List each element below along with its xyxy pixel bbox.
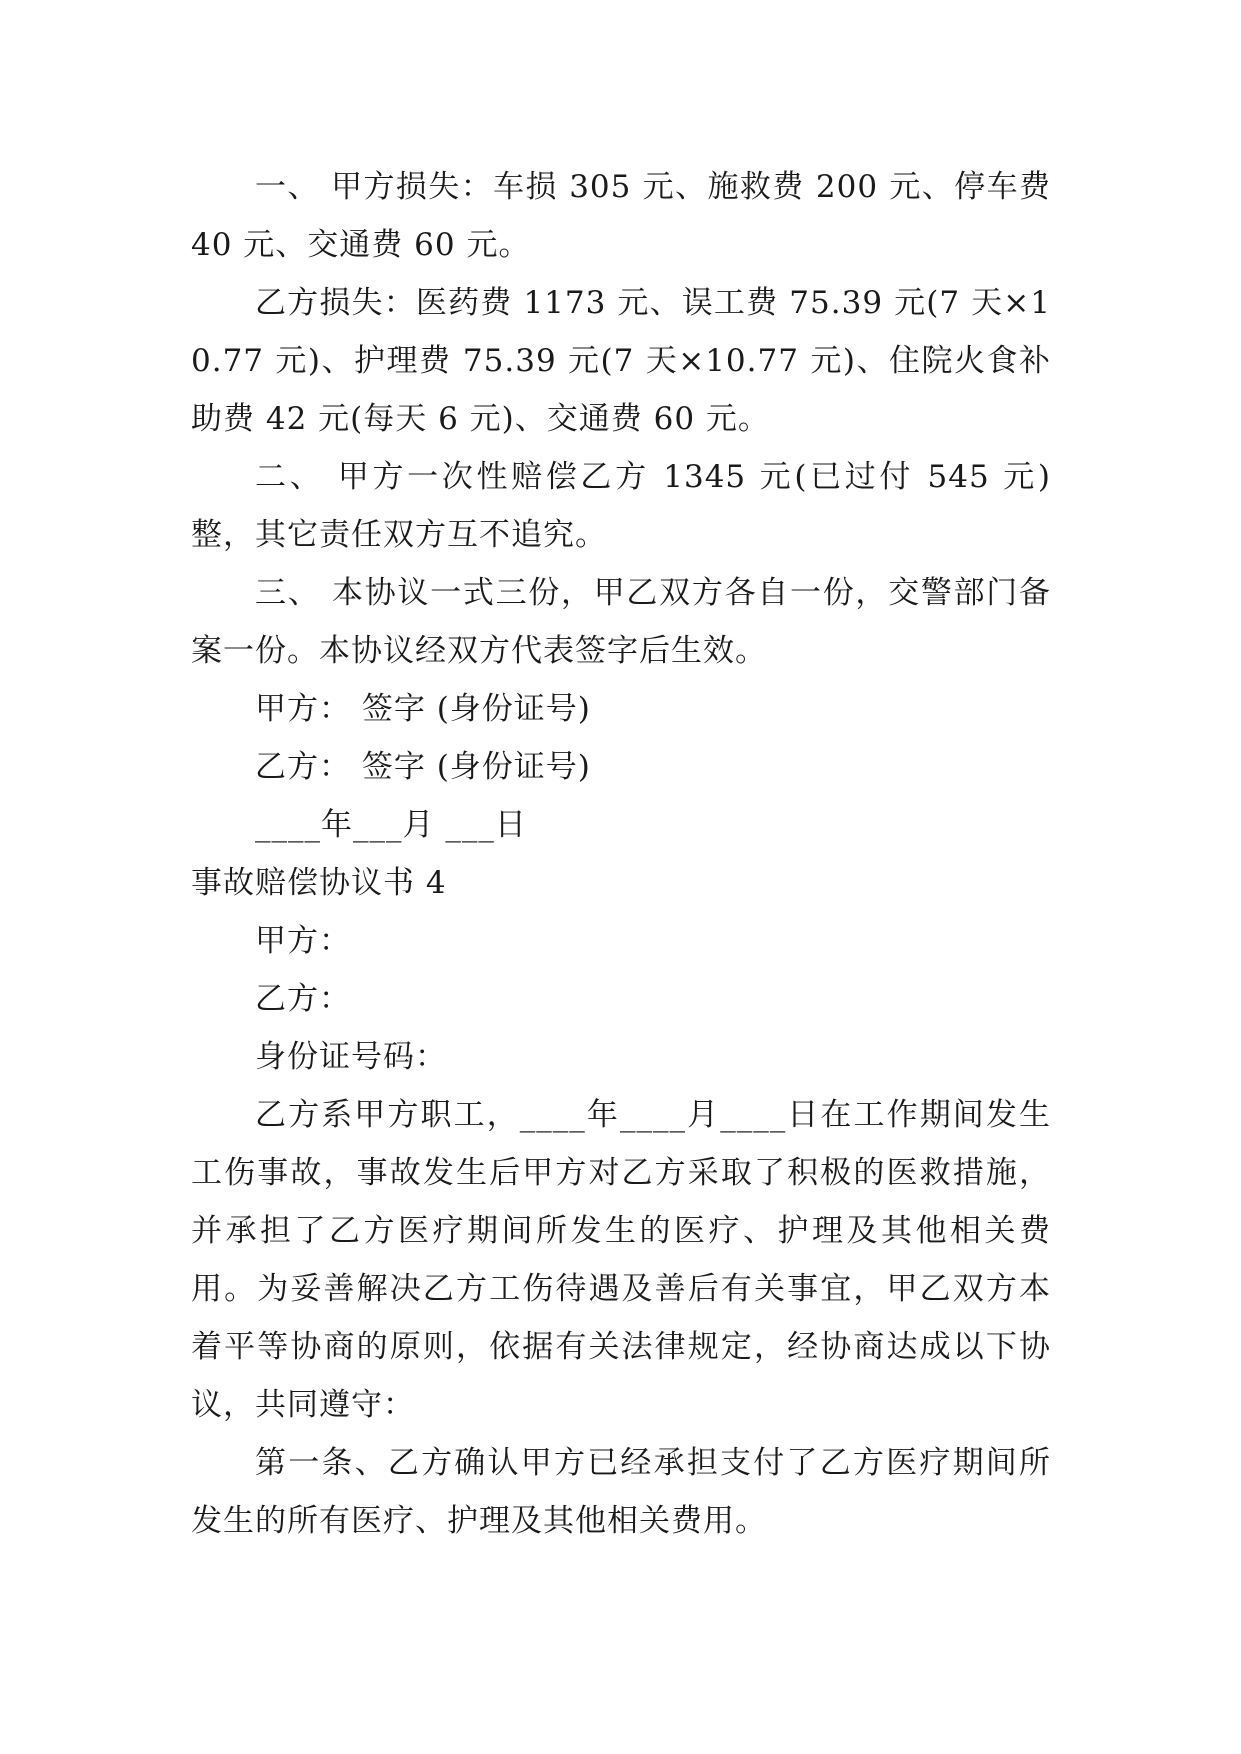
date-line: ____年___月 ___日 — [255, 807, 527, 843]
party-a-label: 甲方： — [255, 923, 351, 959]
party-b-signature: 乙方： 签字 (身份证号) — [255, 749, 591, 785]
party-b-label: 乙方： — [255, 981, 351, 1017]
party-a-signature: 甲方： 签字 (身份证号) — [255, 691, 591, 727]
clause-one-party-a-loss: 一、 甲方损失：车损 305 元、施救费 200 元、停车费 40 元、交通费 60 元。 — [191, 169, 1051, 263]
article-one: 第一条、乙方确认甲方已经承担支付了乙方医疗期间所发生的所有医疗、护理及其他相关费用。 — [191, 1445, 1051, 1539]
clause-three-copies: 三、 本协议一式三份，甲乙双方各自一份，交警部门备案一份。本协议经双方代表签字后生效。 — [191, 575, 1051, 669]
id-number-label: 身份证号码： — [255, 1039, 447, 1075]
document-body — [191, 158, 1051, 1550]
party-b-loss: 乙方损失：医药费 1173 元、误工费 75.39 元(7 天×10.77 元)、护理费 75.39 元(7 天×10.77 元)、住院火食补助费 42 元(每天 6 元)、交通费 60 元。 — [191, 285, 1051, 437]
section-title: 事故赔偿协议书 4 — [191, 865, 447, 901]
preamble-paragraph: 乙方系甲方职工，____年____月____日在工作期间发生工伤事故，事故发生后甲方对乙方采取了积极的医救措施，并承担了乙方医疗期间所发生的医疗、护理及其他相关费用。为妥善解决乙方工伤待遇及善后有关事宜，甲乙双方本着平等协商的原则，依据有关法律规定，经协商达成以下协议，共同遵守： — [191, 1097, 1051, 1423]
clause-two-compensation: 二、 甲方一次性赔偿乙方 1345 元(已过付 545 元)整，其它责任双方互不追究。 — [191, 459, 1051, 553]
